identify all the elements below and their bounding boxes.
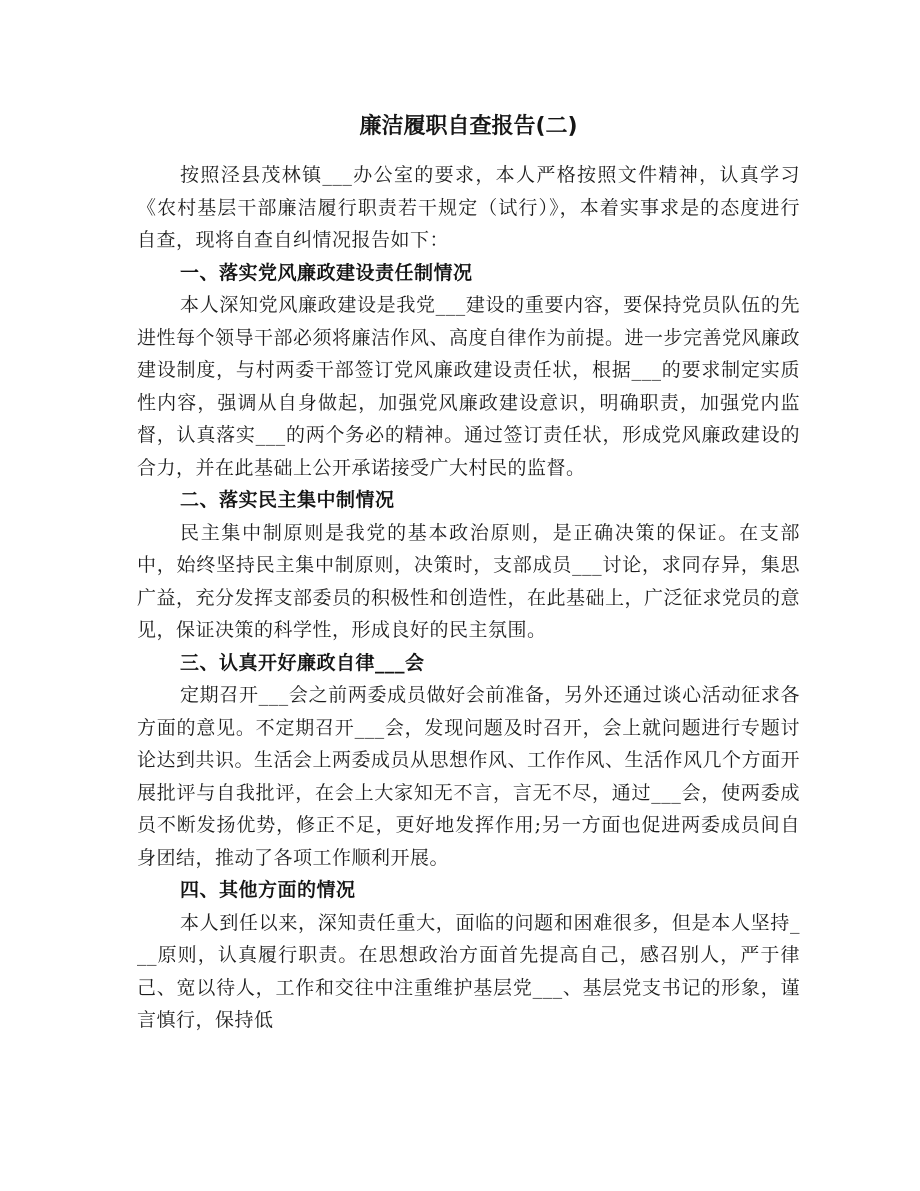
section-2-heading: 二、落实民主集中制情况 xyxy=(180,489,395,511)
document-content xyxy=(137,110,800,1037)
intro-paragraph: 按照泾县茂林镇___办公室的要求，本人严格按照文件精神，认真学习《农村基层干部廉洁履行职责若干规定（试行）》，本着实事求是的态度进行自查，现将自查自纠情况报告如下： xyxy=(137,164,800,251)
section-2-paragraph: 民主集中制原则是我党的基本政治原则，是正确决策的保证。在支部中，始终坚持民主集中制原则，决策时，支部成员___讨论，求同存异，集思广益，充分发挥支部委员的积极性和创造性，在此基础上，广泛征求党员的意见，保证决策的科学性，形成良好的民主氛围。 xyxy=(137,521,801,641)
section-3-paragraph: 定期召开___会之前两委成员做好会前准备，另外还通过谈心活动征求各方面的意见。不定期召开___会，发现问题及时召开，会上就问题进行专题讨论达到共识。生活会上两委成员从思想作风、工作作风、生活作风几个方面开展批评与自我批评，在会上大家知无不言，言无不尽，通过___会，使两委成员不断发扬优势，修正不足，更好地发挥作用;另一方面也促进两委成员间自身团结，推动了各项工作顺利开展。 xyxy=(137,684,801,869)
section-4-paragraph: 本人到任以来，深知责任重大，面临的问题和困难很多，但是本人坚持___原则，认真履行职责。在思想政治方面首先提高自己，感召别人，严于律己、宽以待人，工作和交往中注重维护基层党___、基层党支书记的形象，谨言慎行，保持低 xyxy=(137,911,800,1031)
document-title: 廉洁履职自查报告(二) xyxy=(359,114,578,139)
section-1-heading: 一、落实党风廉政建设责任制情况 xyxy=(180,261,473,284)
section-1-paragraph: 本人深知党风廉政建设是我党___建设的重要内容，要保持党员队伍的先进性每个领导干部必须将廉洁作风、高度自律作为前提。进一步完善党风廉政建设制度，与村两委干部签订党风廉政建设责任状，根据___的要求制定实质性内容，强调从自身做起，加强党风廉政建设意识，明确职责，加强党内监督，认真落实___的两个务必的精神。通过签订责任状，形成党风廉政建设的合力，并在此基础上公开承诺接受广大村民的监督。 xyxy=(137,294,801,479)
section-4-heading: 四、其他方面的情况 xyxy=(180,879,356,901)
section-3-heading: 三、认真开好廉政自律___会 xyxy=(180,651,425,674)
